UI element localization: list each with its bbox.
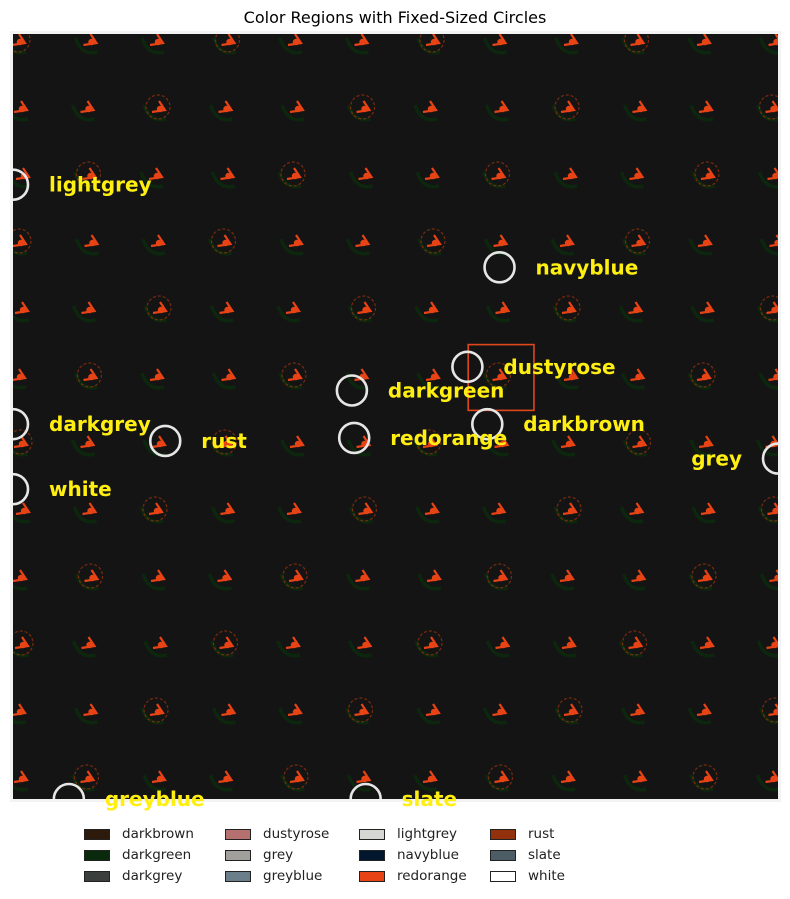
- chart-title: Color Regions with Fixed-Sized Circles: [243, 8, 547, 27]
- point-label-dustyrose: dustyrose: [503, 354, 616, 379]
- legend-label: white: [528, 868, 565, 884]
- point-label-darkbrown: darkbrown: [523, 412, 645, 437]
- legend-label: darkbrown: [122, 826, 194, 842]
- legend-label: lightgrey: [397, 826, 458, 842]
- point-label-navyblue: navyblue: [535, 255, 639, 280]
- point-label-redorange: redorange: [390, 425, 508, 450]
- legend-label: darkgreen: [122, 847, 192, 863]
- legend-label: rust: [528, 826, 555, 842]
- legend-label: greyblue: [263, 868, 323, 884]
- legend-label: redorange: [397, 868, 467, 884]
- point-label-grey: grey: [691, 446, 742, 471]
- legend-label: darkgrey: [122, 868, 183, 884]
- legend-label: dustyrose: [263, 826, 330, 842]
- legend-label: grey: [263, 847, 294, 863]
- point-label-white: white: [49, 477, 112, 502]
- point-label-darkgreen: darkgreen: [387, 378, 505, 403]
- point-label-lightgrey: lightgrey: [49, 172, 152, 197]
- point-label-slate: slate: [401, 787, 458, 811]
- point-label-greyblue: greyblue: [104, 787, 205, 811]
- point-label-rust: rust: [201, 428, 247, 453]
- legend-label: navyblue: [397, 847, 459, 863]
- legend-label: slate: [528, 847, 561, 863]
- point-label-darkgrey: darkgrey: [49, 412, 151, 437]
